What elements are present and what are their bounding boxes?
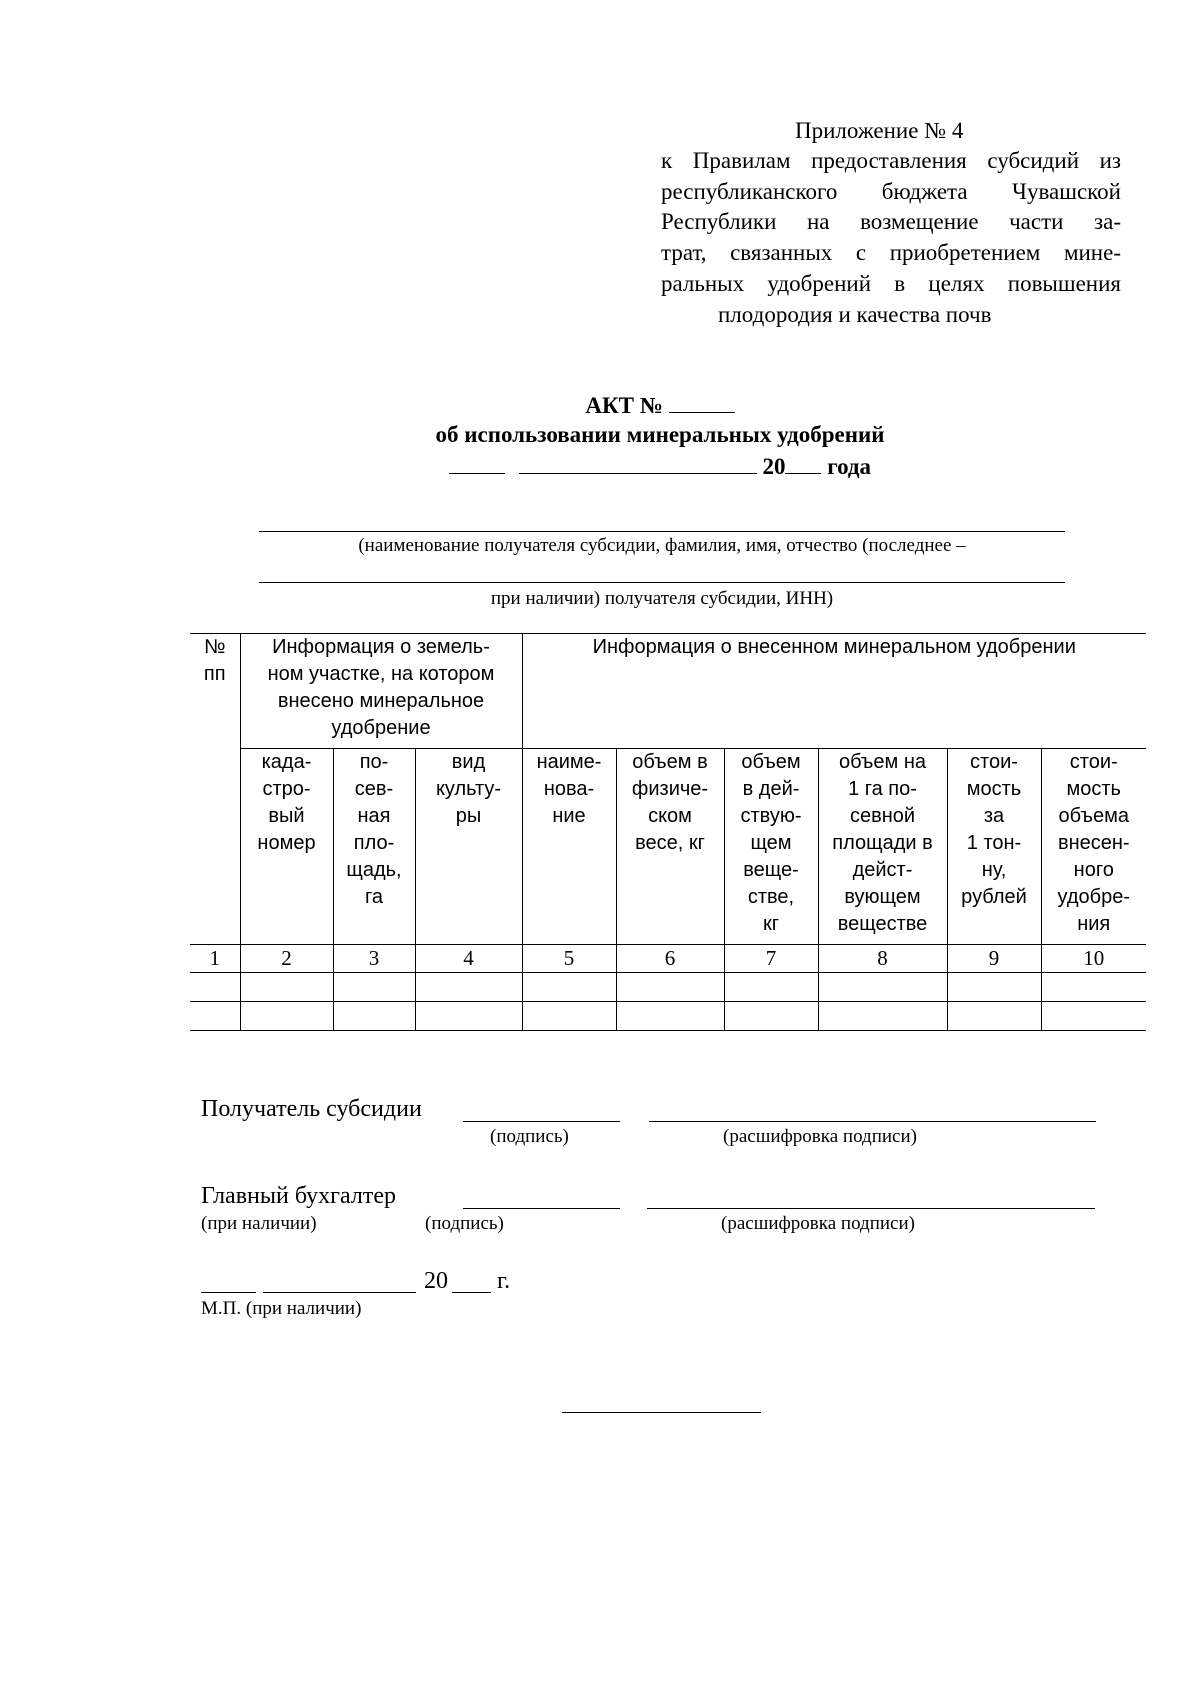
header-line: сев-: [354, 778, 394, 800]
table-cell[interactable]: [1041, 1002, 1146, 1031]
date-suffix: г.: [497, 1268, 511, 1294]
header-line: за: [983, 805, 1005, 827]
header-line: весе, кг: [635, 832, 705, 854]
recipient-line-1[interactable]: [259, 531, 1065, 532]
header-line: када-: [261, 751, 312, 773]
act-year-blank[interactable]: [785, 451, 821, 474]
header-line: щем: [750, 832, 792, 854]
table-cell[interactable]: [818, 973, 947, 1002]
fertilizer-table: [190, 633, 1146, 1031]
header-line: 1 га по-: [848, 778, 917, 800]
header-line: стои-: [970, 751, 1018, 773]
accountant-decode-line[interactable]: [647, 1208, 1095, 1209]
header-line: ние: [552, 805, 586, 827]
table-cell[interactable]: [522, 1002, 616, 1031]
header-line: ния: [1077, 913, 1111, 935]
header-line: наиме-: [536, 751, 602, 773]
accountant-signature-line[interactable]: [463, 1208, 620, 1209]
header-line: мость: [966, 778, 1022, 800]
appendix-line-3: Республики на возмещение части за-: [661, 209, 1121, 234]
header-line: внесен-: [1057, 832, 1130, 854]
header-line: нова-: [543, 778, 595, 800]
col-number-2: 2: [240, 945, 333, 973]
header-line: по-: [359, 751, 389, 773]
recipient-hint-2: при наличии) получателя субсидии, ИНН): [490, 588, 834, 609]
header-line: севной: [849, 805, 916, 827]
col-number-10: 10: [1041, 945, 1146, 973]
header-line: щадь,: [346, 859, 402, 881]
header-line: ная: [357, 805, 391, 827]
header-line: 1 тон-: [966, 832, 1022, 854]
header-line: рублей: [961, 886, 1027, 908]
table-header-row-1: [190, 634, 1146, 749]
table-cell[interactable]: [190, 973, 240, 1002]
act-date-year: 20: [762, 454, 786, 479]
appendix-line-5: ральных удобрений в целях повышения: [661, 271, 1121, 296]
header-line: площади в: [832, 832, 933, 854]
header-col-number-line-1: №: [204, 636, 226, 658]
table-header-row-2: [190, 749, 1146, 945]
table-cell[interactable]: [1041, 973, 1146, 1002]
header-cost-per-ton: [947, 749, 1041, 945]
table-row: [190, 1002, 1146, 1031]
header-line: удобре-: [1057, 886, 1130, 908]
date-day-line[interactable]: [201, 1292, 256, 1293]
header-line: ры: [455, 805, 482, 827]
col-number-7: 7: [724, 945, 818, 973]
header-line: культу-: [435, 778, 502, 800]
act-title-row: [0, 390, 1200, 420]
date-year-line[interactable]: [452, 1292, 491, 1293]
header-line: ствую-: [740, 805, 802, 827]
table-number-row: [190, 945, 1146, 973]
recipient-decode-hint: (расшифровка подписи): [723, 1126, 917, 1147]
header-line: физиче-: [631, 778, 709, 800]
header-line: стои-: [1069, 751, 1118, 773]
header-physical-volume: [616, 749, 724, 945]
col-number-4: 4: [415, 945, 522, 973]
appendix-line-4: трат, связанных с приобретением мине-: [661, 240, 1121, 265]
header-line: мость: [1066, 778, 1121, 800]
table-cell[interactable]: [947, 973, 1041, 1002]
header-line: пло-: [353, 832, 395, 854]
document-end-line: [562, 1412, 761, 1413]
act-number-blank[interactable]: [669, 390, 735, 413]
header-group-fertilizer: Информация о внесенном минеральном удобрении: [522, 634, 1146, 749]
header-line: объем в: [632, 751, 708, 773]
stamp-label: М.П. (при наличии): [201, 1298, 362, 1319]
header-line: ного: [1073, 859, 1114, 881]
act-month-blank[interactable]: [519, 451, 757, 474]
header-line: ну,: [981, 859, 1007, 881]
header-line: объем на: [838, 751, 926, 773]
table-cell[interactable]: [724, 1002, 818, 1031]
header-active-volume: [724, 749, 818, 945]
recipient-decode-line[interactable]: [649, 1121, 1096, 1122]
header-line: объема: [1058, 805, 1129, 827]
col-number-8: 8: [818, 945, 947, 973]
act-subtitle: об использовании минеральных удобрений: [435, 422, 885, 447]
header-col-number-line-2: пп: [203, 663, 226, 685]
table-cell[interactable]: [616, 973, 724, 1002]
header-line: ском: [648, 805, 692, 827]
act-date-suffix: года: [827, 454, 872, 479]
recipient-signature-line[interactable]: [463, 1121, 620, 1122]
table-cell[interactable]: [333, 973, 415, 1002]
table-cell[interactable]: [240, 973, 333, 1002]
header-name: [522, 749, 616, 945]
col-number-1: 1: [190, 945, 240, 973]
col-number-5: 5: [522, 945, 616, 973]
recipient-hint-1: (наименование получателя субсидии, фамилия, имя, отчество (последнее –: [358, 535, 966, 556]
header-line: объем: [741, 751, 801, 773]
table-cell[interactable]: [724, 973, 818, 1002]
header-group-land: [240, 634, 522, 749]
table-cell[interactable]: [616, 1002, 724, 1031]
recipient-signature-hint: (подпись): [490, 1126, 569, 1147]
header-volume-per-ha: [818, 749, 947, 945]
header-line: стро-: [262, 778, 311, 800]
header-line: в дей-: [742, 778, 800, 800]
col-number-9: 9: [947, 945, 1041, 973]
table-row: [190, 973, 1146, 1002]
accountant-sub-label: (при наличии): [201, 1213, 317, 1234]
appendix-title: Приложение № 4: [795, 118, 964, 143]
table-cell[interactable]: [522, 973, 616, 1002]
header-line: веще-: [743, 859, 799, 881]
header-group-land-line: удобрение: [331, 717, 431, 739]
header-line: кг: [762, 913, 780, 935]
header-total-cost: [1041, 749, 1146, 945]
table-cell[interactable]: [818, 1002, 947, 1031]
header-group-land-line: ном участке, на котором: [267, 663, 495, 685]
accountant-decode-hint: (расшифровка подписи): [721, 1213, 915, 1234]
header-crop: [415, 749, 522, 945]
col-number-6: 6: [616, 945, 724, 973]
table-cell[interactable]: [415, 973, 522, 1002]
header-line: га: [365, 886, 383, 908]
header-line: стве,: [747, 886, 795, 908]
table-cell[interactable]: [190, 1002, 240, 1031]
appendix-line-1: к Правилам предоставления субсидий из: [661, 148, 1121, 173]
act-title: АКТ №: [585, 393, 663, 418]
table-cell[interactable]: [415, 1002, 522, 1031]
header-line: веществе: [837, 913, 928, 935]
header-group-land-line: Информация о земель-: [272, 636, 490, 658]
header-sown-area: [333, 749, 415, 945]
header-line: вующем: [844, 886, 921, 908]
header-line: вый: [268, 805, 305, 827]
act-day-blank[interactable]: [449, 451, 505, 474]
recipient-label: Получатель субсидии: [201, 1096, 422, 1122]
table-cell[interactable]: [240, 1002, 333, 1031]
act-date-row: [0, 451, 1200, 481]
header-group-land-line: внесено минеральное: [277, 690, 485, 712]
accountant-signature-hint: (подпись): [425, 1213, 504, 1234]
table-cell[interactable]: [947, 1002, 1041, 1031]
header-cadastral: [240, 749, 333, 945]
accountant-label: Главный бухгалтер: [201, 1183, 396, 1209]
header-line: дейст-: [852, 859, 913, 881]
table-cell[interactable]: [333, 1002, 415, 1031]
appendix-line-6: плодородия и качества почв: [718, 302, 992, 327]
col-number-3: 3: [333, 945, 415, 973]
header-line: вид: [451, 751, 486, 773]
appendix-line-2: республиканского бюджета Чувашской: [661, 179, 1121, 204]
header-col-number: [190, 634, 240, 945]
date-year: 20: [424, 1268, 448, 1294]
date-month-line[interactable]: [263, 1292, 416, 1293]
header-line: номер: [257, 832, 316, 854]
recipient-line-2[interactable]: [259, 582, 1065, 583]
